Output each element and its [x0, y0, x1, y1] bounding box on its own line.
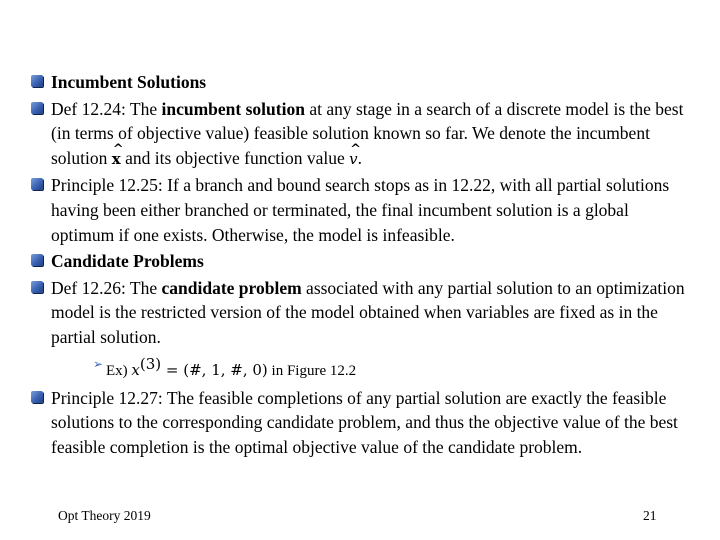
principle-text: Principle 12.25: If a branch and bound search stops as in 12.22, with all partial solutions having been either branched or terminated, the final incumbent solution is a global optimum if one exists. Otherwise, the model is infeasible.	[51, 175, 670, 245]
heading-text: Incumbent Solutions	[51, 72, 207, 92]
def-text-2: and its objective function value	[120, 147, 350, 168]
principle-text: Principle 12.27: The feasible completions of any partial solution are exactly the feasible solutions to the corresponding candidate problem, and thus the objective value of the best feasible completion is the optimal objective value of the candidate problem.	[51, 387, 678, 457]
bullet-candidate-problems-heading	[30, 249, 690, 274]
def-end: .	[357, 147, 362, 168]
sub-bullet-example	[30, 351, 690, 384]
example-vector: = (#, 1, #, 0)	[161, 360, 268, 379]
square-bullet-icon	[31, 281, 43, 293]
def-term: incumbent solution	[161, 98, 305, 119]
bullet-def-12-24	[30, 97, 690, 172]
bullet-def-12-26	[30, 276, 690, 350]
example-suffix: in Figure 12.2	[267, 362, 357, 379]
square-bullet-icon	[31, 75, 43, 87]
def-prefix: Def 12.26: The	[51, 277, 162, 298]
heading-text: Candidate Problems	[51, 251, 204, 272]
def-term: candidate problem	[161, 277, 302, 298]
square-bullet-icon	[31, 391, 43, 403]
bullet-incumbent-solutions-heading	[30, 70, 690, 95]
square-bullet-icon	[31, 178, 43, 190]
bullet-principle-12-25	[30, 173, 690, 247]
footer-page-number: 21	[643, 508, 657, 523]
bullet-principle-12-27	[30, 386, 690, 460]
objective-symbol: ^ v	[349, 147, 357, 172]
square-bullet-icon	[31, 254, 43, 266]
bullet-list	[30, 70, 690, 459]
footer-course-label: Opt Theory 2019	[58, 508, 151, 523]
square-bullet-icon	[31, 102, 43, 114]
example-variable: x	[131, 360, 140, 379]
incumbent-symbol: ^ x	[112, 147, 121, 172]
def-prefix: Def 12.24: The	[51, 98, 162, 119]
example-prefix: Ex)	[106, 362, 132, 379]
example-superscript: (3)	[139, 354, 162, 373]
def-text: associated with any partial solution to an optimization model is the restricted version of the model obtained when variables are fixed as in the partial solution.	[51, 277, 685, 347]
def-text: at any stage in a search of a discrete model is the best (in terms of objective value) feasible solution known so far. We denote the incumbent solution	[51, 98, 684, 168]
arrow-bullet-icon: ➢	[93, 356, 104, 371]
